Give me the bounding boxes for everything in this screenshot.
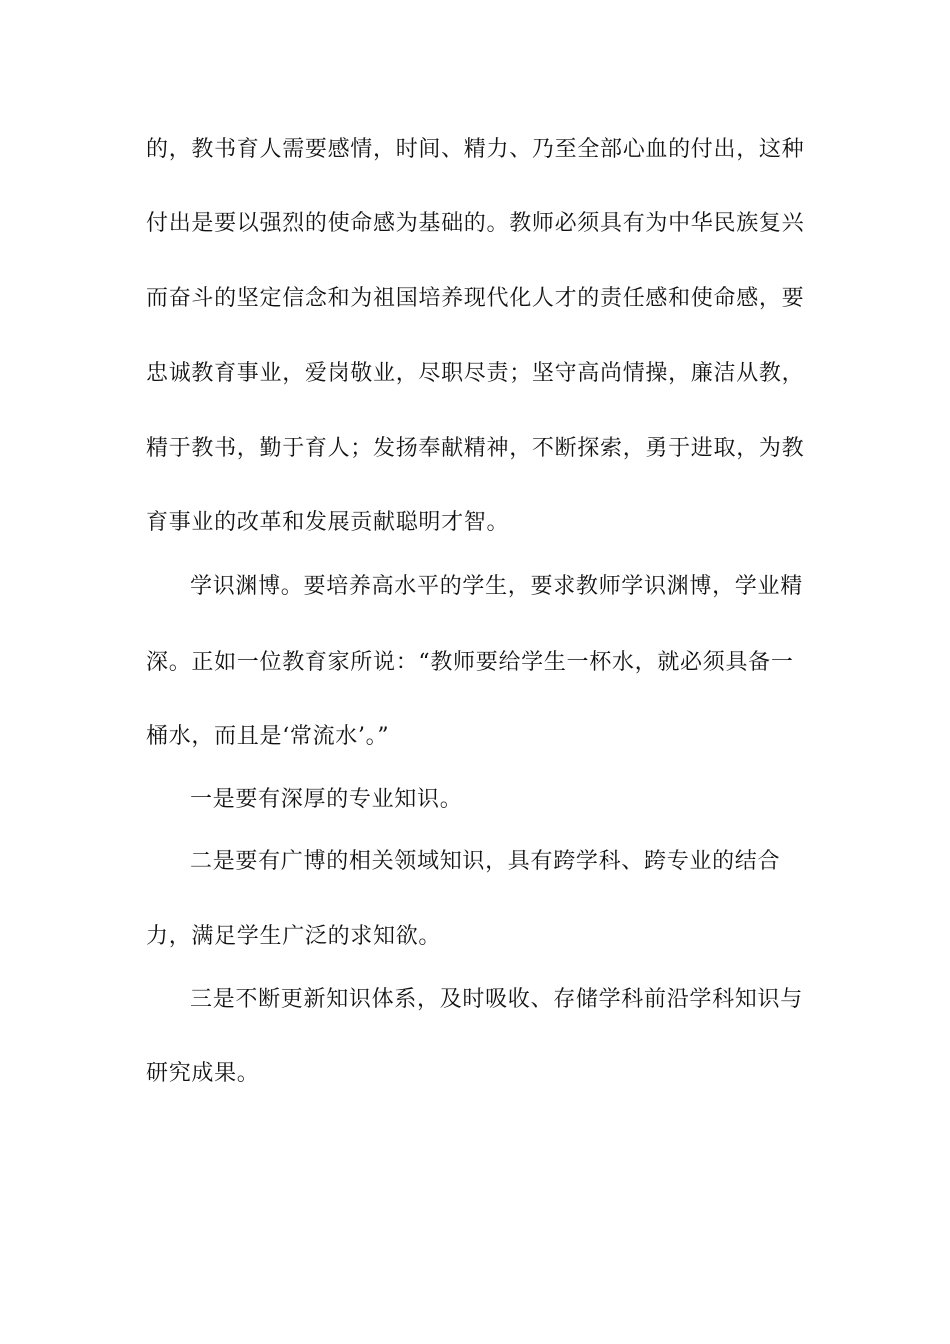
text-line: 深。正如一位教育家所说：“教师要给学生一杯水，就必须具备一	[146, 650, 794, 675]
paragraph-start-line: 一是要有深厚的专业知识。	[190, 787, 463, 812]
paragraph-start-line: 三是不断更新知识体系，及时吸收、存储学科前沿学科知识与	[190, 987, 803, 1012]
text-line: 忠诚教育事业，爱岗敬业，尽职尽责；坚守高尚情操，廉洁从教，	[146, 361, 805, 386]
text-line: 桶水，而且是‘常流水’。”	[146, 724, 390, 749]
text-line: 付出是要以强烈的使命感为基础的。教师必须具有为中华民族复兴	[146, 211, 805, 236]
text-line: 精于教书，勤于育人；发扬奉献精神，不断探索，勇于进取，为教	[146, 436, 805, 461]
text-line: 力，满足学生广泛的求知欲。	[146, 924, 442, 949]
text-line: 而奋斗的坚定信念和为祖国培养现代化人才的责任感和使命感，要	[146, 286, 805, 311]
paragraph-start-line: 二是要有广博的相关领域知识，具有跨学科、跨专业的结合	[190, 849, 781, 874]
text-line: 研究成果。	[146, 1061, 260, 1086]
paragraph-start-line: 学识渊博。要培养高水平的学生，要求教师学识渊博，学业精	[190, 574, 803, 599]
text-line: 育事业的改革和发展贡献聪明才智。	[146, 510, 510, 535]
text-line: 的，教书育人需要感情，时间、精力、乃至全部心血的付出，这种	[146, 137, 805, 162]
